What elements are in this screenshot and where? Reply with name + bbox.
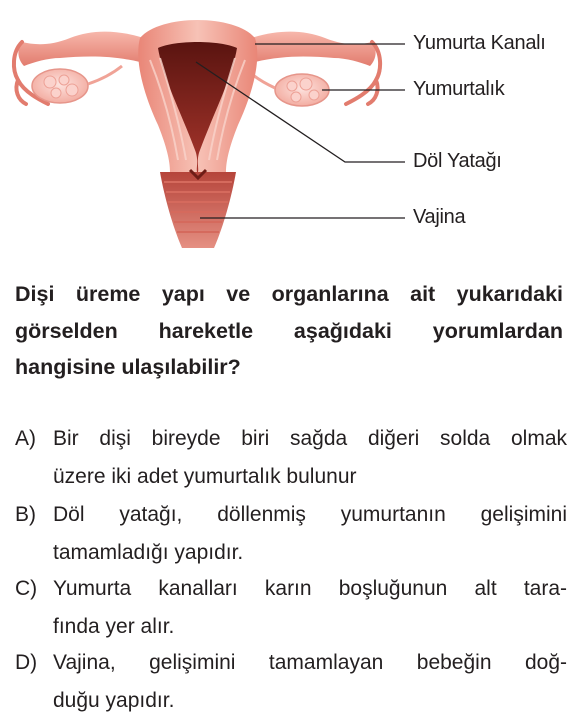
left-ovary bbox=[32, 66, 122, 103]
option-text bbox=[53, 570, 567, 645]
option-text bbox=[53, 420, 567, 495]
uterus bbox=[138, 20, 257, 172]
label-ovary: Yumurtalık bbox=[413, 78, 505, 100]
option-line: Bir dişi bireyde biri sağda diğeri solda olmak bbox=[53, 427, 567, 450]
option-letter: D) bbox=[15, 651, 38, 674]
option-line: Vajina, gelişimini tamamlayan bebeğin doğ- bbox=[53, 651, 567, 674]
option-line: duğu yapıdır. bbox=[53, 688, 175, 712]
question-line: hangisine ulaşılabilir? bbox=[15, 355, 241, 379]
label-uterus: Döl Yatağı bbox=[413, 150, 502, 172]
label-fallopian-tube: Yumurta Kanalı bbox=[413, 32, 546, 54]
vagina bbox=[160, 170, 236, 248]
question-line: görselden hareketle aşağıdaki yorumlardan bbox=[15, 318, 563, 343]
option-line: Yumurta kanalları karın boşluğunun alt tara- bbox=[53, 577, 567, 600]
option-letter: C) bbox=[15, 577, 38, 600]
label-vagina: Vajina bbox=[413, 206, 466, 228]
reproductive-system-figure bbox=[0, 0, 576, 262]
option-line: Döl yatağı, döllenmiş yumurtanın gelişimini bbox=[53, 503, 567, 526]
option-letter: B) bbox=[15, 503, 36, 526]
option-text bbox=[53, 496, 567, 571]
option-text bbox=[53, 644, 567, 719]
right-ovary bbox=[244, 66, 329, 106]
question-stem bbox=[15, 276, 563, 386]
option-line: üzere iki adet yumurtalık bulunur bbox=[53, 464, 357, 488]
question-line: Dişi üreme yapı ve organlarına ait yukarıdaki bbox=[15, 282, 563, 306]
option-line: fında yer alır. bbox=[53, 614, 175, 638]
option-line: tamamladığı yapıdır. bbox=[53, 540, 244, 564]
option-letter: A) bbox=[15, 427, 36, 450]
